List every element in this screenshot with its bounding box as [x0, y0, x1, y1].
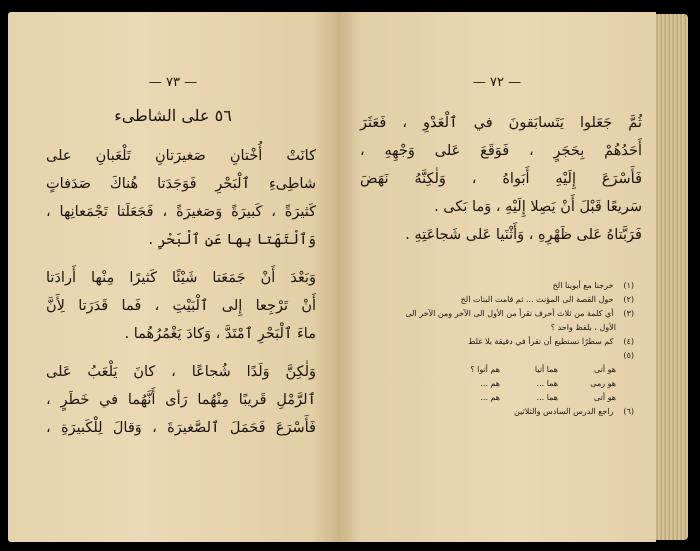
exercise-continuation: الأول ، بلفظ واحد ؟ — [550, 323, 616, 332]
text-line: سَريعًا قَبْلَ أَنْ يَصِلا إِلَيْهِ ، وَما بَكى . — [434, 199, 642, 215]
grid-cell: هم ... — [480, 393, 500, 402]
exercise-number: (١) — [623, 281, 634, 290]
grid-cell: هو رمى — [590, 379, 616, 388]
exercise-text: راجع الدرس السادس والثلاثين — [514, 407, 614, 416]
page-number: — ٧٣ — — [148, 75, 198, 90]
exercise-number: (٤) — [623, 337, 634, 346]
grid-row — [368, 391, 616, 405]
exercise-number: (٥) — [623, 351, 634, 360]
text-line: ثُمَّ جَعَلوا يَتَسابَقونَ في ٱلْعَدْوِ ، فَعَثَرَ — [360, 115, 642, 131]
text-line: وَٱلْتَهَتا بِها عَنِ ٱلْبَحْرِ . — [148, 232, 316, 248]
grid-cell: هما ... — [536, 379, 558, 388]
exercise-item — [368, 293, 634, 307]
text-line: ٱلرَّمْلِ قَريبًا مِنْهُما رَأى أَنَّهُما في خَطَرٍ ، — [46, 392, 316, 408]
text-line: ماءَ ٱلْبَحْرِ ٱمْتَدَّ ، وَكادَ يَغْمُرُهُما . — [124, 326, 316, 342]
exercise-item — [368, 279, 634, 293]
left-page-text — [46, 142, 316, 442]
exercises — [368, 279, 634, 419]
text-line: وَبَعْدَ أَنْ جَمَعَتا شَيْئًا كَثيرًا مِنْها أَرادَتا — [46, 270, 316, 286]
exercise-text: كم سطرًا تستطيع أن تقرأ في دقيقة بلا غلط — [468, 337, 614, 346]
page-number: — ٧٢ — — [472, 75, 522, 90]
grid-cell: هما أتيا — [534, 365, 558, 374]
exercise-number: (٣) — [623, 309, 634, 318]
grid-cell: هما ... — [536, 393, 558, 402]
right-page — [338, 12, 656, 542]
text-line: أَحَدُهُمْ بِحَجَرٍ ، فَوَقَعَ عَلى وَجْهِهِ ، — [360, 143, 642, 159]
exercise-text: أي كلمة من ثلاث أحرف تقرأ من الأول الى الآخر ومن الآخر الى — [405, 309, 614, 318]
text-line: فَرَبَّتاهُ عَلى ظَهْرِهِ ، وَأَثْنَيا عَلى شَجاعَتِهِ . — [405, 227, 642, 243]
text-line: أَنْ تَرْجِعا إِلى ٱلْبَيْتِ ، فَما قَدَرَتا لِأَنَّ — [46, 298, 316, 314]
text-line: كَثيرَةً ، كَبيرَةً وَصَغيرَةً ، فَجَعَلَتا تَجْمَعانِها ، — [46, 204, 316, 220]
exercise-item — [368, 307, 634, 321]
exercise-item — [368, 349, 634, 363]
grid-row — [368, 363, 616, 377]
conjugation-grid — [368, 363, 634, 405]
text-line: كانَتْ أُخْتانِ صَغيرَتانِ تَلْعَبانِ على — [46, 148, 316, 164]
grid-cell: هو أتى — [593, 365, 616, 374]
lesson-heading: ٥٦ على الشاطىء — [114, 106, 232, 125]
exercise-item — [368, 335, 634, 349]
text-line: فَأَسْرَعَ فَحَمَلَ ٱلصَّغيرَةَ ، وَقالَ لِلْكَبيرَةِ ، — [46, 420, 316, 436]
exercise-item — [368, 405, 634, 419]
text-line: شاطِىءِ ٱلْبَحْرِ فَوَجَدَتا هُناكَ صَدَفاتٍ — [46, 176, 316, 192]
exercise-number: (٦) — [623, 407, 634, 416]
left-page — [8, 12, 338, 542]
text-line: وَلٰكِنَّ وَلَدًا شُجاعًا ، كانَ يَلْعَبُ عَلى — [46, 364, 316, 380]
grid-row — [368, 377, 616, 391]
grid-cell: هم أتوا ؟ — [470, 365, 500, 374]
exercise-text: حول القصة الى المؤنث ... ثم قامت البنات الخ — [460, 295, 614, 304]
exercise-number: (٢) — [623, 295, 634, 304]
page-edges — [654, 14, 688, 540]
exercise-text: خرجنا مع أبوينا الخ — [552, 281, 614, 290]
grid-cell: هو أتى — [593, 393, 616, 402]
text-line: فَأَسْرَعَ إِلَيْهِ أَبَواهُ ، وَلٰكِنَّهُ نَهَضَ — [360, 171, 642, 187]
grid-cell: هم ... — [480, 379, 500, 388]
right-page-text — [360, 109, 642, 249]
